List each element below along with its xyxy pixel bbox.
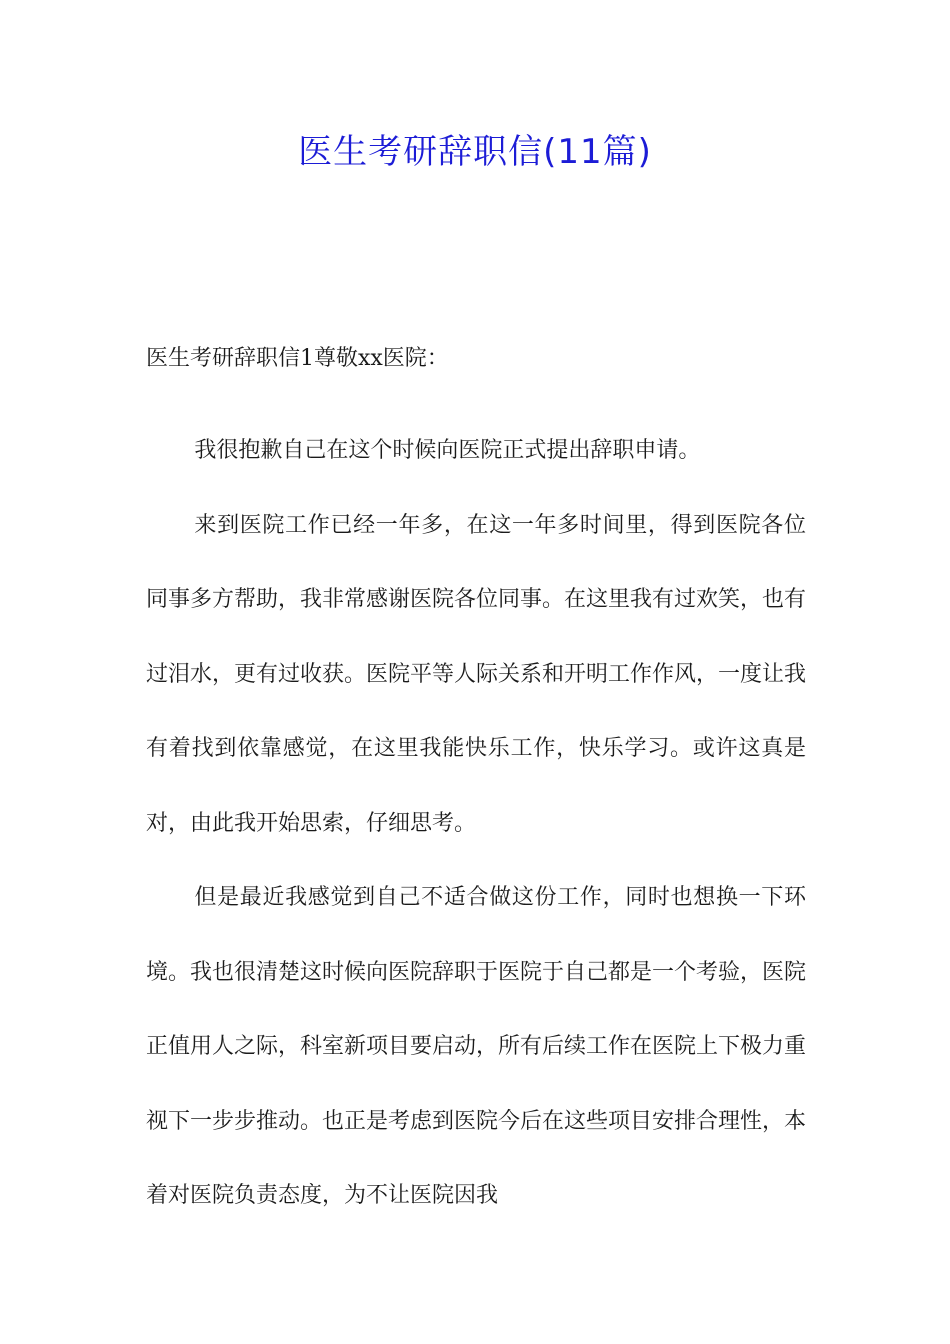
paragraph-1: 我很抱歉自己在这个时候向医院正式提出辞职申请。 [194, 438, 701, 463]
paragraph-3: 但是最近我感觉到自己不适合做这份工作，同时也想换一下环境。我也很清楚这时候向医院辞职于医院于自己都是一个考验，医院正值用人之际，科室新项目要启动，所有后续工作在医院上下极力重视下一步步推动。也正是考虑到医院今后在这些项目安排合理性，本着对医院负责态度，为不让医院因我 [146, 885, 807, 1208]
paragraph-2: 来到医院工作已经一年多，在这一年多时间里，得到医院各位同事多方帮助，我非常感谢医院各位同事。在这里我有过欢笑，也有过泪水，更有过收获。医院平等人际关系和开明工作作风，一度让我有着找到依靠感觉，在这里我能快乐工作，快乐学习。或许这真是对，由此我开始思索，仔细思考。 [146, 512, 807, 836]
document-title: 医生考研辞职信(11篇) [298, 132, 652, 172]
document-body [146, 340, 806, 1234]
letter-opening: 医生考研辞职信1尊敬xx医院： [146, 346, 449, 371]
